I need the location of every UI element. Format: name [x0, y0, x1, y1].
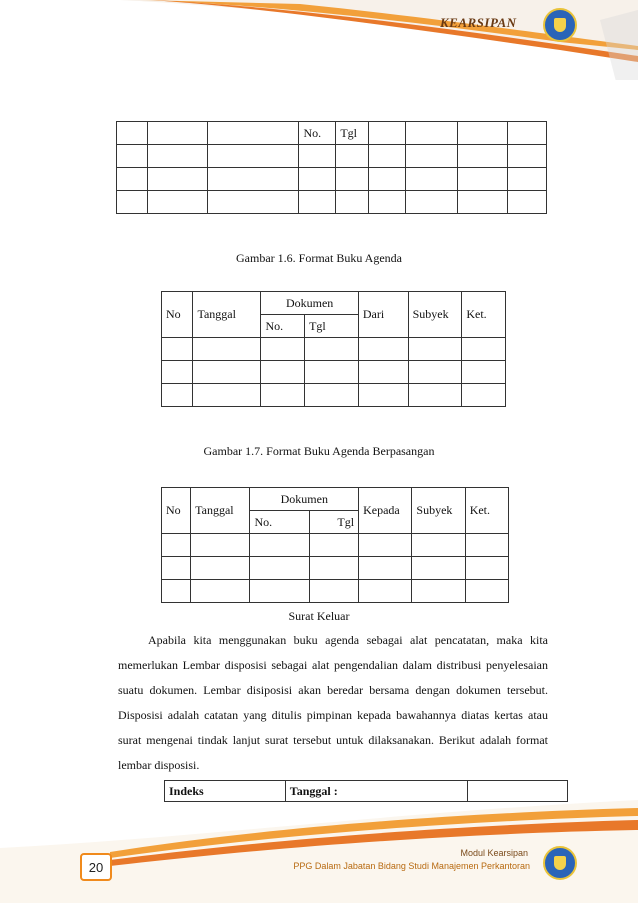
column-header-subyek: Subyek [412, 488, 465, 534]
disposition-table-partial [164, 780, 568, 802]
column-header-dokumen: Dokumen [250, 488, 359, 511]
column-header-no: No [162, 292, 193, 338]
body-paragraph [118, 628, 548, 778]
table-row [117, 168, 547, 191]
table-row [162, 534, 509, 557]
agenda-paired-table [161, 291, 506, 407]
table-row [162, 338, 506, 361]
table-cell: Tgl [336, 122, 369, 145]
caption-figure-1-7: Gambar 1.7. Format Buku Agenda Berpasangan [203, 444, 435, 458]
table-row [162, 292, 506, 315]
column-header-tanggal: Tanggal : [285, 781, 467, 802]
table-cell [147, 122, 207, 145]
caption-figure-1-6: Gambar 1.6. Format Buku Agenda [236, 251, 402, 265]
column-header-doc-no: No. [261, 315, 305, 338]
table-row [162, 580, 509, 603]
caption-surat-keluar: Surat Keluar [288, 609, 350, 623]
table-cell: No. [299, 122, 336, 145]
outgoing-letter-table [161, 487, 509, 603]
column-header-no: No [162, 488, 191, 534]
table-cell [458, 122, 508, 145]
column-header-dokumen: Dokumen [261, 292, 358, 315]
table-row [117, 145, 547, 168]
table-cell [207, 122, 299, 145]
table-row [162, 384, 506, 407]
column-header-tanggal: Tanggal [191, 488, 250, 534]
column-header-ket: Ket. [462, 292, 506, 338]
ministry-logo-icon [543, 846, 577, 880]
column-header-subyek: Subyek [408, 292, 462, 338]
column-header-ket: Ket. [465, 488, 508, 534]
paragraph-text: Apabila kita menggunakan buku agenda sebagai alat pencatatan, maka kita memerlukan Lembar disposisi sebagai alat pengendalian dalam distribusi penyelesaian suatu dokumen. Lembar disiposisi akan beredar bersama dengan dokumen tersebut. Disposisi adalah catatan yang ditulis pimpinan kepada bawahannya diatas kertas atau surat mengenai tindak lanjut surat tersebut untuk dilaksanakan. Berikut adalah format lembar disposisi. [118, 633, 548, 772]
table-row [162, 557, 509, 580]
column-header-kepada: Kepada [359, 488, 412, 534]
table-row [162, 361, 506, 384]
footer-program: PPG Dalam Jabatan Bidang Studi Manajemen Perkantoran [293, 861, 530, 871]
column-header-doc-no: No. [250, 511, 309, 534]
table-cell [369, 122, 406, 145]
table-row [117, 122, 547, 145]
header-swoosh [0, 0, 638, 80]
footer-module: Modul Kearsipan [460, 848, 528, 858]
ministry-logo-icon [543, 8, 577, 42]
column-header-doc-tgl: Tgl [309, 511, 358, 534]
page-number: 20 [80, 853, 112, 881]
table-cell [117, 122, 148, 145]
column-header-dari: Dari [358, 292, 408, 338]
column-header-doc-tgl: Tgl [305, 315, 359, 338]
footer-swoosh [0, 800, 638, 903]
column-header-indeks: Indeks [165, 781, 286, 802]
agenda-table-partial [116, 121, 547, 214]
header-title: KEARSIPAN [440, 15, 517, 30]
column-header-tanggal: Tanggal [193, 292, 261, 338]
table-row [165, 781, 568, 802]
table-row [162, 488, 509, 511]
table-cell [405, 122, 457, 145]
table-cell [508, 122, 547, 145]
table-row [117, 191, 547, 214]
